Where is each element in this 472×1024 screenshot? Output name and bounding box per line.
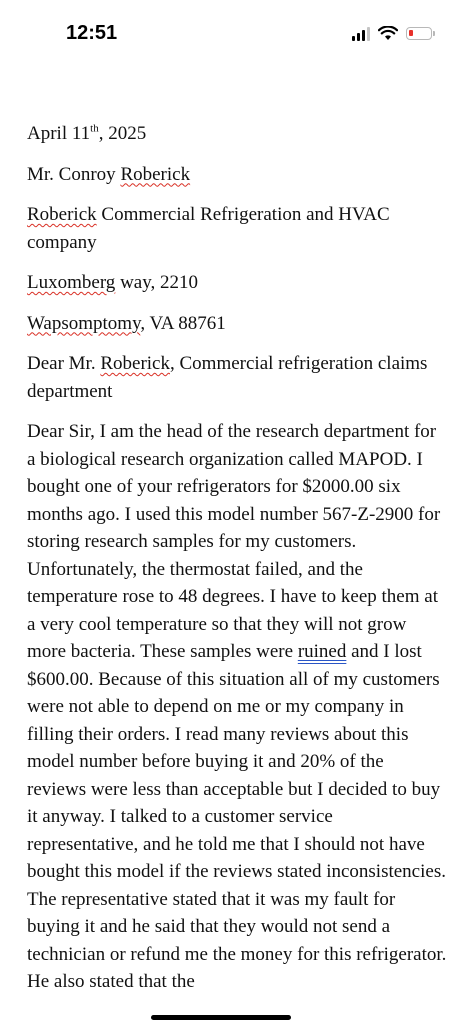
- recipient-name: Mr. Conroy Roberick: [27, 163, 191, 185]
- status-time: 12:51: [66, 22, 118, 44]
- battery-icon: [406, 27, 432, 40]
- spellcheck-flag[interactable]: Roberick: [120, 163, 191, 185]
- cellular-signal-icon: [352, 27, 370, 41]
- status-bar: [0, 0, 472, 70]
- spellcheck-flag[interactable]: Luxomberg: [27, 272, 116, 293]
- spellcheck-flag[interactable]: Roberick: [100, 353, 170, 374]
- status-icons: [352, 26, 432, 41]
- letter-document[interactable]: [27, 120, 447, 1009]
- wifi-icon: [378, 26, 398, 41]
- recipient-company: Roberick Commercial Refrigeration and HVAC company: [27, 204, 390, 253]
- home-indicator[interactable]: [151, 1015, 291, 1020]
- grammar-flag[interactable]: ruined: [297, 641, 347, 662]
- spellcheck-flag[interactable]: Roberick: [27, 204, 97, 225]
- battery-level: [409, 30, 413, 36]
- recipient-city: Wapsomptomy, VA 88761: [27, 312, 226, 334]
- spellcheck-flag[interactable]: Wapsomptomy: [27, 312, 141, 334]
- salutation: Dear Mr. Roberick, Commercial refrigeration claims department: [27, 353, 428, 402]
- letter-body: Dear Sir, I am the head of the research department for a biological research organization called MAPOD. I bought one of your refrigerators for $2000.00 six months ago. I used this model number 567-Z-2900 for storing research samples for my customers. Unfortunately, the thermostat failed, and the temperature rose to 48 degrees. I have to keep them at a very cool temperature so that they will not grow more bacteria. These samples were ruined and I lost $600.00. Because of this situation all of my customers were not able to depend on me or my company in filling their orders. I read many reviews about this model number before buying it and 20% of the reviews were less than acceptable but I decided to buy it anyway. I talked to a customer service representative, and he told me that I should not have bought this model if the reviews stated inconsistencies. The representative stated that it was my fault for buying it and he said that they would not send a technician or refund me the money for this refrigerator. He also stated that the: [27, 421, 447, 992]
- letter-date: April 11th, 2025: [27, 122, 147, 144]
- recipient-street: Luxomberg way, 2210: [27, 272, 198, 293]
